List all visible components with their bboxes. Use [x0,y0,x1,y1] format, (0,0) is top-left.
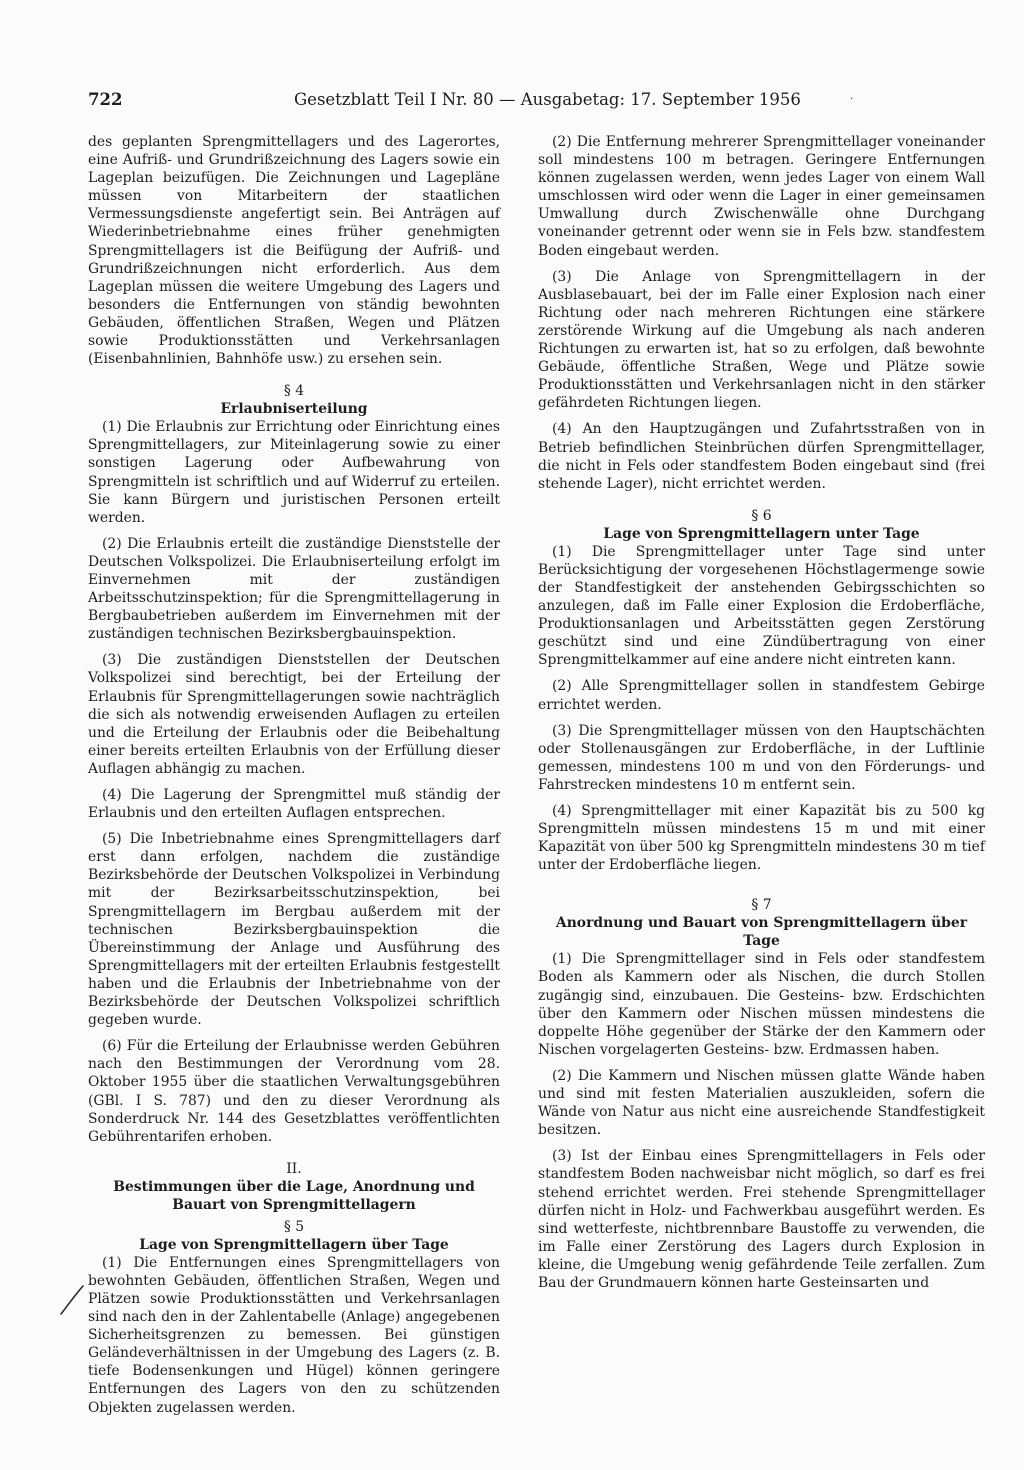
section-4-paragraph-3: (3) Die zuständigen Dienststellen der Deutschen Volkspolizei sind berechtigt, bei der Erteilung der Erlaubnis für Sprengmittellagerungen sowie nachträglich die sich als notwendig erweisenden Auflagen zu erteilen und die Erteilung der Erlaubnis oder die Beibehaltung einer bereits erteilten Erlaubnis von der Erfüllung dieser Auflagen abhängig zu machen. [88,652,500,777]
section-6-number: § 6 [751,507,772,524]
section-6-paragraph-1: (1) Die Sprengmittellager unter Tage sind unter Berücksichtigung der vorgesehenen Höchstlagermenge sowie der Standfestigkeit der anstehenden Gebirgsschichten so anzulegen, daß im Falle einer Explosion die Erdoberfläche, Produktionsanlagen und Arbeitsstätten gegen Zerstörung geschützt sind und eine Zündübertragung von einer Sprengmittelkammer auf eine andere nicht eintreten kann. [538,543,985,669]
page-number: 722 [88,90,123,109]
right-column [538,133,985,1292]
section-5-number: § 5 [283,1218,305,1235]
pencil-stroke-icon [58,1283,86,1317]
section-6-paragraph-2: (2) Alle Sprengmittellager sollen in standfestem Gebirge errichtet werden. [538,678,985,713]
header-title: Gesetzblatt Teil I Nr. 80 — Ausgabetag: 17. September 1956 [294,90,801,109]
section-5-paragraph-4: (4) An den Hauptzugängen und Zufahrtsstraßen von in Betrieb befindlichen Steinbrüchen dürfen Sprengmittellager, die nicht in Fels oder standfestem Boden eingebaut sind (frei stehende Lager), nicht errichtet werden. [538,421,985,492]
section-5-title: Lage von Sprengmittellagern über Tage [139,1236,449,1253]
section-4-title: Erlaubniserteilung [220,401,368,418]
section-7-number: § 7 [751,897,772,914]
section-4-paragraph-5: (5) Die Inbetriebnahme eines Sprengmittellagers darf erst dann erfolgen, nachdem die zuständige Bezirksbehörde der Deutschen Volkspolizei in Verbindung mit der Bezirksarbeitsschutzinspektion, bei Sprengmittellagern im Bergbau außerdem mit der technischen Bezirksbergbauinspektion die Übereinstimmung der Anlage und Ausführung des Sprengmittellagers mit der erteilten Erlaubnis festgestellt haben und die Erlaubnis der Inbetriebnahme von der Bezirksbehörde der Deutschen Volkspolizei schriftlich gegeben wurde. [88,831,500,1029]
section-6-paragraph-3: (3) Die Sprengmittellager müssen von den Hauptschächten oder Stollenausgängen zur Erdoberfläche, in der Luftlinie gemessen, mindestens 100 m und von den Förderungs- und Fahrstrecken mindestens 10 m entfernt sein. [538,722,985,793]
section-5-paragraph-1: (1) Die Entfernungen eines Sprengmittellagers von bewohnten Gebäuden, öffentlichen Straßen, Wegen und Plätzen sowie Produktionsstätten und Verkehrsanlagen sind nach den in der Zahlentabelle (Anlage) angegebenen Sicherheitsgrenzen zu bemessen. Bei günstigen Geländeverhältnissen in der Umgebung des Lagers (z. B. tiefe Bodensenkungen und Hügel) können geringere Entfernungen des Lagers von den zu schützenden Objekten zugelassen werden. [88,1254,500,1416]
section-7-paragraph-3: (3) Ist der Einbau eines Sprengmittellagers in Fels oder standfestem Boden nachweisbar nicht möglich, so darf es frei stehend errichtet werden. Frei stehende Sprengmittellager dürfen nicht in Holz- und Fachwerkbau ausgeführt werden. Es sind wetterfeste, nichtbrennbare Baustoffe zu verwenden, die im Falle einer Zerstörung des Lagers durch Explosion in kleine, die Umgebung wenig gefährdende Teile zerfallen. Zum Bau der Grundmauern können harte Gesteinsarten und [538,1148,985,1291]
section-4-number: § 4 [283,383,305,400]
section-4-paragraph-4: (4) Die Lagerung der Sprengmittel muß ständig der Erlaubnis und den erteilten Auflagen entsprechen. [88,787,500,822]
part-title: Bestimmungen über die Lage, Anordnung und Bauart von Sprengmittellagern [113,1178,475,1213]
left-column [88,133,500,1417]
section-6-title: Lage von Sprengmittellagern unter Tage [603,525,920,542]
section-5-paragraph-3: (3) Die Anlage von Sprengmittellagern in der Ausblasebauart, bei der im Falle einer Explosion nach einer Richtung oder nach mehreren Richtungen eine stärkere zerstörende Wirkung auf die Umgebung als nach anderen Richtungen zu erwarten ist, hat so zu erfolgen, daß bewohnte Gebäude, öffentliche Straßen, Wege und Plätze sowie Produktionsstätten und Verkehrsanlagen nicht in den stärker gefährdeten Richtungen liegen. [538,268,985,412]
part-number: II. [286,1160,302,1177]
section-7-paragraph-1: (1) Die Sprengmittellager sind in Fels oder standfestem Boden als Kammern oder als Nischen, die durch Stollen zugängig sind, einzubauen. Die Gesteins- bzw. Erdschichten über den Kammern oder Nischen müssen mindestens die doppelte Höhe gegenüber der Stärke der den Kammern oder Nischen vorgelagerten Gesteins- bzw. Erdmassen haben. [538,951,985,1058]
section-5-paragraph-2: (2) Die Entfernung mehrerer Sprengmittellager voneinander soll mindestens 100 m betragen. Geringere Entfernungen können zugelassen werden, wenn jedes Lager von einem Wall umschlossen wird oder wenn die Lager in einer gemeinsamen Umwallung durch Zwischenwälle ohne Durchgang voneinander getrennt oder wenn sie in Fels bzw. standfestem Boden eingebaut werden. [538,134,985,259]
section-4-paragraph-1: (1) Die Erlaubnis zur Errichtung oder Einrichtung eines Sprengmittellagers, zur Miteinlagerung sowie zu einer sonstigen Lagerung oder Aufbewahrung von Sprengmitteln ist schriftlich und auf Widerruf zu erteilen. Sie kann Bürgern und juristischen Personen erteilt werden. [88,419,500,526]
section-4-paragraph-6: (6) Für die Erteilung der Erlaubnisse werden Gebühren nach den Bestimmungen der Verordnung vom 28. Oktober 1955 über die staatlichen Verwaltungsgebühren (GBl. I S. 787) und den zu dieser Verordnung als Sonderdruck Nr. 144 des Gesetzblattes veröffentlichten Gebührentarifen erhoben. [88,1038,500,1145]
section-4-paragraph-2: (2) Die Erlaubnis erteilt die zuständige Dienststelle der Deutschen Volkspolizei. Die Erlaubniserteilung erfolgt im Einvernehmen mit der zuständigen Arbeitsschutzinspektion; für die Sprengmittellagerung in Bergbaubetrieben außerdem im Einvernehmen mit der zuständigen technischen Bezirksbergbauinspektion. [88,535,500,643]
intro-paragraph: des geplanten Sprengmittellagers und des Lagerortes, eine Aufriß- und Grundrißzeichnung des Lagers sowie ein Lageplan beizufügen. Die Zeichnungen und Lagepläne müssen von Mitarbeitern der staatlichen Vermessungsdienste angefertigt sein. Bei Anträgen auf Wiederinbetriebnahme eines früher genehmigten Sprengmittellagers ist die Beifügung der Aufriß- und Grundrißzeichnungen nicht erforderlich. Aus dem Lageplan müssen die weitere Umgebung des Lagers und besonders die Entfernungen von ständig bewohnten Gebäuden, öffentlichen Straßen, Wegen und Plätzen sowie Produktionsstätten und Verkehrsanlagen (Eisenbahnlinien, Bahnhöfe usw.) zu ersehen sein. [88,134,500,368]
section-6-paragraph-4: (4) Sprengmittellager mit einer Kapazität bis zu 500 kg Sprengmitteln müssen mindestens 15 m und mit einer Kapazität von über 500 kg Sprengmitteln mindestens 30 m tief unter der Erdoberfläche liegen. [538,803,985,874]
section-7-title: Anordnung und Bauart von Sprengmittellagern über Tage [555,915,968,950]
section-7-paragraph-2: (2) Die Kammern und Nischen müssen glatte Wände haben und sind mit festen Materialien auszukleiden, sofern die Wände von Natur aus nicht eine ausreichende Standfestigkeit besitzen. [538,1067,985,1139]
header-dot: · [850,94,854,105]
